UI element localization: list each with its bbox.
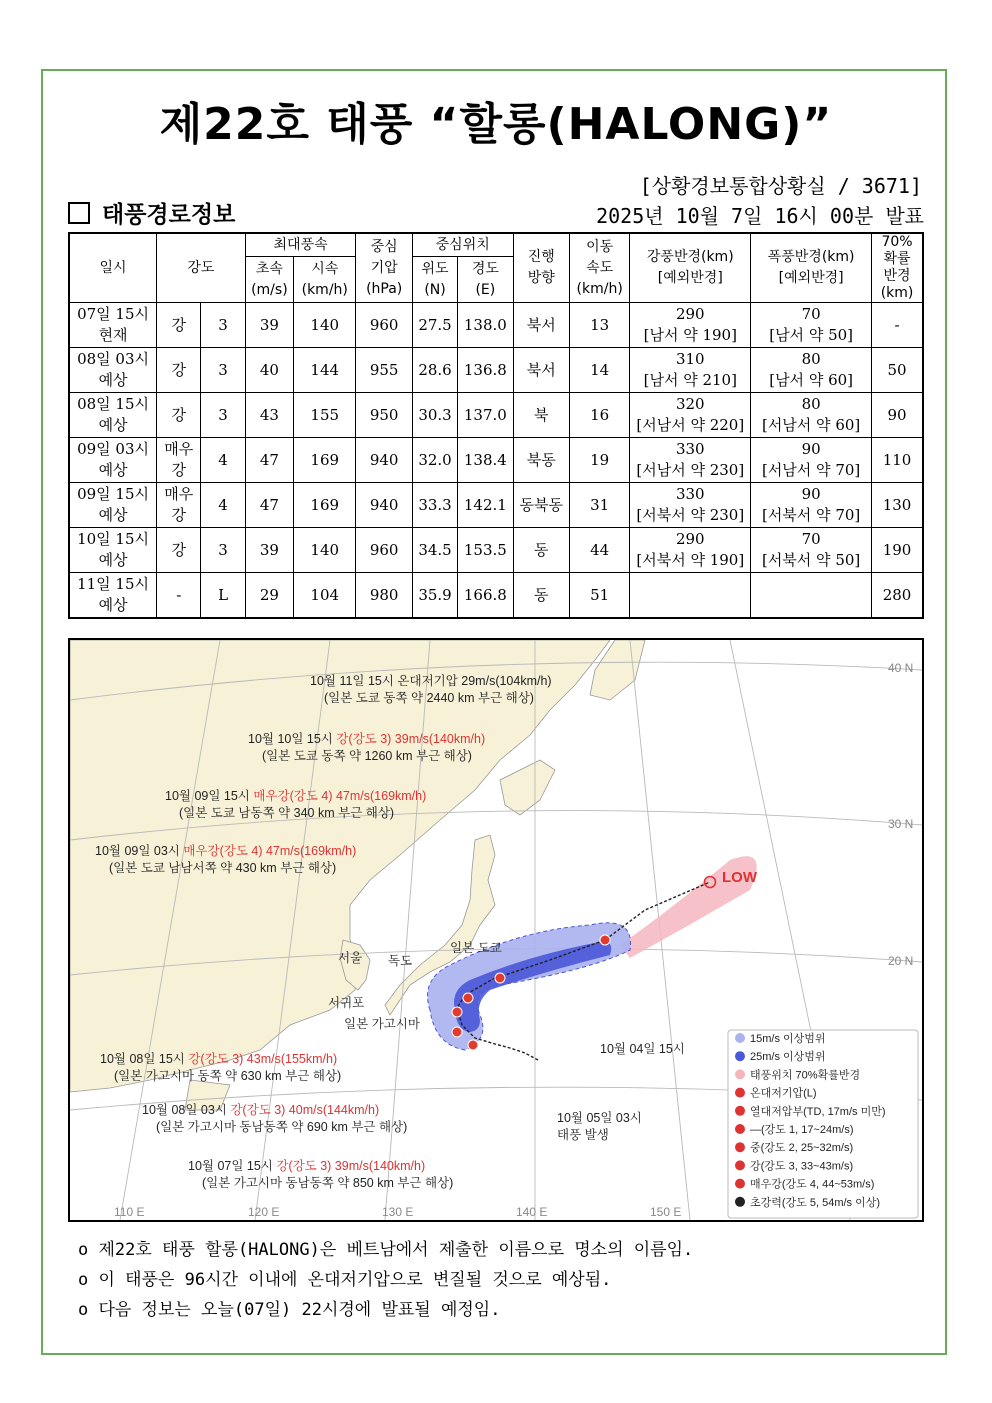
header-time: 일시 bbox=[69, 233, 157, 303]
annotation-line1 bbox=[188, 1158, 425, 1173]
cell-time: 09일 03시 예상 bbox=[69, 438, 157, 483]
cell-hpa: 940 bbox=[356, 438, 412, 483]
legend-symbol-icon bbox=[735, 1160, 745, 1170]
header-intensity: 강도 bbox=[157, 233, 246, 303]
annotation-line1 bbox=[95, 843, 356, 858]
annotation-location: (일본 도쿄 남동쪽 약 340 km 부근 해상) bbox=[179, 806, 395, 820]
header-pressure: 중심 기압 (hPa) bbox=[356, 233, 412, 303]
lat-20: 20 N bbox=[888, 954, 914, 968]
cell-storm: 290 [남서 약 190] bbox=[630, 303, 751, 348]
lon-130: 130 E bbox=[382, 1205, 414, 1219]
header-speed: 이동 속도 (km/h) bbox=[569, 233, 629, 303]
cell-intensity: 강 bbox=[157, 393, 201, 438]
cell-prob: 90 bbox=[872, 393, 923, 438]
cell-storm: 290 [서북서 약 190] bbox=[630, 528, 751, 573]
cell-intensity: 강 bbox=[157, 528, 201, 573]
annotation-intensity: 강(강도 3) 43m/s(155km/h) bbox=[188, 1052, 338, 1066]
annotation-intensity: 매우강(강도 4) 47m/s(169km/h) bbox=[253, 789, 427, 803]
position-10-08-15 bbox=[452, 1007, 462, 1017]
annotation-time: 10월 10일 15시 bbox=[248, 732, 337, 746]
cell-kmh: 155 bbox=[294, 393, 356, 438]
legend-symbol-icon bbox=[735, 1106, 745, 1116]
cell-gale: 90 [서북서 약 70] bbox=[751, 483, 872, 528]
cell-ms: 47 bbox=[245, 483, 293, 528]
legend-symbol-icon bbox=[735, 1124, 745, 1134]
annotation-line1 bbox=[310, 673, 552, 688]
legend-symbol-icon bbox=[735, 1142, 745, 1152]
cell-intensity: 매우 강 bbox=[157, 483, 201, 528]
cell-grade: 4 bbox=[201, 483, 245, 528]
annotation-location: (일본 가고시마 동쪽 약 630 km 부근 해상) bbox=[114, 1069, 342, 1083]
table-row bbox=[69, 528, 923, 573]
issuing-office: [상황경보통합상황실 / 3671] bbox=[639, 174, 922, 198]
cell-intensity: 매우 강 bbox=[157, 438, 201, 483]
cell-speed: 19 bbox=[569, 438, 629, 483]
lon-150: 150 E bbox=[650, 1205, 682, 1219]
table-row bbox=[69, 573, 923, 619]
typhoon-track-map bbox=[68, 638, 924, 1222]
cell-lon: 136.8 bbox=[458, 348, 513, 393]
cell-gale: 80 [남서 약 60] bbox=[751, 348, 872, 393]
annotation-location: (일본 가고시마 동남동쪽 약 850 km 부근 해상) bbox=[202, 1176, 454, 1190]
place-seoul: 서울 bbox=[338, 951, 363, 965]
cell-grade: 3 bbox=[201, 348, 245, 393]
legend-symbol-icon bbox=[735, 1179, 745, 1189]
legend-item: 온대저기압(L) bbox=[750, 1087, 817, 1100]
annotation-intensity: 매우강(강도 4) 47m/s(169km/h) bbox=[183, 844, 357, 858]
cell-lat: 30.3 bbox=[412, 393, 457, 438]
cell-grade: L bbox=[201, 573, 245, 619]
typhoon-track-table bbox=[68, 232, 924, 619]
cell-kmh: 169 bbox=[294, 483, 356, 528]
header-prob70: 70% 확률 반경 (km) bbox=[872, 233, 923, 303]
cell-speed: 14 bbox=[569, 348, 629, 393]
cell-lat: 35.9 bbox=[412, 573, 457, 619]
cell-lat: 27.5 bbox=[412, 303, 457, 348]
cell-kmh: 169 bbox=[294, 438, 356, 483]
cell-ms: 40 bbox=[245, 348, 293, 393]
low-label: LOW bbox=[722, 869, 757, 886]
cell-ms: 29 bbox=[245, 573, 293, 619]
start-label: 10월 04일 15시 bbox=[600, 1042, 685, 1056]
cell-kmh: 140 bbox=[294, 528, 356, 573]
annotation-location: (일본 도쿄 동쪽 약 2440 km 부근 해상) bbox=[324, 691, 534, 705]
cell-grade: 3 bbox=[201, 393, 245, 438]
annotation-location: (일본 가고시마 동남동쪽 약 690 km 부근 해상) bbox=[156, 1120, 408, 1134]
place-seogwipo: 서귀포 bbox=[328, 996, 365, 1010]
annotation-intensity: 강(강도 3) 39m/s(140km/h) bbox=[336, 732, 486, 746]
checkbox-square-icon bbox=[68, 202, 90, 224]
note-3: o 다음 정보는 오늘(07일) 22시경에 발표될 예정임. bbox=[78, 1300, 501, 1320]
header-lon: 경도 (E) bbox=[458, 257, 513, 303]
genesis-line2: 태풍 발생 bbox=[557, 1128, 609, 1142]
annotation-intensity: 강(강도 3) 40m/s(144km/h) bbox=[230, 1103, 380, 1117]
cell-lon: 153.5 bbox=[458, 528, 513, 573]
cell-hpa: 960 bbox=[356, 528, 412, 573]
cell-gale: 70 [남서 약 50] bbox=[751, 303, 872, 348]
cell-speed: 16 bbox=[569, 393, 629, 438]
position-10-08-03 bbox=[468, 1040, 478, 1050]
section-heading bbox=[68, 196, 235, 229]
note-2: o 이 태풍은 96시간 이내에 온대저기압으로 변질될 것으로 예상됨. bbox=[78, 1270, 612, 1290]
cell-hpa: 960 bbox=[356, 303, 412, 348]
table-row bbox=[69, 483, 923, 528]
header-max-wind: 최대풍속 bbox=[245, 233, 356, 257]
issue-time: 2025년 10월 7일 16시 00분 발표 bbox=[596, 204, 924, 228]
cell-lat: 33.3 bbox=[412, 483, 457, 528]
legend-symbol-icon bbox=[735, 1051, 745, 1061]
cell-kmh: 140 bbox=[294, 303, 356, 348]
cell-storm bbox=[630, 573, 751, 619]
cell-hpa: 940 bbox=[356, 483, 412, 528]
cell-intensity: - bbox=[157, 573, 201, 619]
annotation-line1 bbox=[100, 1051, 337, 1066]
cell-lat: 32.0 bbox=[412, 438, 457, 483]
cell-intensity: 강 bbox=[157, 303, 201, 348]
position-10-07-15 bbox=[452, 1027, 462, 1037]
lon-120: 120 E bbox=[248, 1205, 280, 1219]
header-wind-ms: 초속 (m/s) bbox=[245, 257, 293, 303]
legend-symbol-icon bbox=[735, 1069, 745, 1079]
genesis-line1: 10월 05일 03시 bbox=[557, 1111, 642, 1125]
cell-lat: 34.5 bbox=[412, 528, 457, 573]
annotation-time: 10월 08일 15시 bbox=[100, 1052, 189, 1066]
annotation-location: (일본 도쿄 남남서쪽 약 430 km 부근 해상) bbox=[109, 861, 337, 875]
cell-speed: 44 bbox=[569, 528, 629, 573]
header-lat: 위도 (N) bbox=[412, 257, 457, 303]
cell-kmh: 144 bbox=[294, 348, 356, 393]
position-10-09-15 bbox=[495, 973, 505, 983]
cell-time: 08일 15시 예상 bbox=[69, 393, 157, 438]
cell-storm: 330 [서남서 약 230] bbox=[630, 438, 751, 483]
cell-ms: 39 bbox=[245, 303, 293, 348]
cell-time: 10일 15시 예상 bbox=[69, 528, 157, 573]
cell-prob: 50 bbox=[872, 348, 923, 393]
cell-speed: 51 bbox=[569, 573, 629, 619]
legend-symbol-icon bbox=[735, 1197, 745, 1207]
cell-prob: 110 bbox=[872, 438, 923, 483]
table-row bbox=[69, 393, 923, 438]
cell-kmh: 104 bbox=[294, 573, 356, 619]
cell-gale: 80 [서남서 약 60] bbox=[751, 393, 872, 438]
cell-dir: 동북동 bbox=[513, 483, 569, 528]
cell-grade: 4 bbox=[201, 438, 245, 483]
cell-lat: 28.6 bbox=[412, 348, 457, 393]
cell-intensity: 강 bbox=[157, 348, 201, 393]
header-gale-radius: 폭풍반경(km) [예외반경] bbox=[751, 233, 872, 303]
legend-item: 강(강도 3, 33~43m/s) bbox=[750, 1160, 854, 1173]
annotation-line1 bbox=[248, 731, 485, 746]
cell-gale: 90 [서남서 약 70] bbox=[751, 438, 872, 483]
annotation-time: 10월 07일 15시 bbox=[188, 1159, 277, 1173]
cell-prob: 190 bbox=[872, 528, 923, 573]
cell-dir: 북서 bbox=[513, 348, 569, 393]
annotation-line1 bbox=[142, 1102, 379, 1117]
legend-item: 열대저압부(TD, 17m/s 미만) bbox=[750, 1105, 886, 1118]
lon-110: 110 E bbox=[114, 1205, 145, 1219]
lon-140: 140 E bbox=[516, 1205, 548, 1219]
annotation-time: 10월 08일 03시 bbox=[142, 1103, 231, 1117]
cell-prob: 130 bbox=[872, 483, 923, 528]
cell-lon: 166.8 bbox=[458, 573, 513, 619]
notes bbox=[78, 1235, 693, 1325]
place-tokyo: 일본 도쿄 bbox=[450, 941, 502, 955]
cell-time: 11일 15시 예상 bbox=[69, 573, 157, 619]
cell-dir: 동 bbox=[513, 528, 569, 573]
annotation-intensity: 강(강도 3) 39m/s(140km/h) bbox=[276, 1159, 426, 1173]
cell-dir: 동 bbox=[513, 573, 569, 619]
cell-prob: 280 bbox=[872, 573, 923, 619]
position-10-09-03 bbox=[463, 993, 473, 1003]
table-row bbox=[69, 438, 923, 483]
legend-item: 25m/s 이상범위 bbox=[750, 1051, 826, 1064]
legend-item: 태풍위치 70%확률반경 bbox=[750, 1069, 861, 1082]
annotation-time: 10월 09일 03시 bbox=[95, 844, 184, 858]
cell-hpa: 955 bbox=[356, 348, 412, 393]
cell-ms: 43 bbox=[245, 393, 293, 438]
lat-30: 30 N bbox=[888, 817, 914, 831]
cell-ms: 39 bbox=[245, 528, 293, 573]
note-1: o 제22호 태풍 할롱(HALONG)은 베트남에서 제출한 이름으로 명소의 이름임. bbox=[78, 1240, 694, 1260]
cell-dir: 북 bbox=[513, 393, 569, 438]
annotation-location: (일본 도쿄 동쪽 약 1260 km 부근 해상) bbox=[262, 749, 472, 763]
cell-lon: 138.4 bbox=[458, 438, 513, 483]
header-direction: 진행 방향 bbox=[513, 233, 569, 303]
annotation-line1 bbox=[165, 788, 426, 803]
cell-grade: 3 bbox=[201, 528, 245, 573]
section-title: 태풍경로정보 bbox=[102, 202, 236, 228]
cell-time: 07일 15시 현재 bbox=[69, 303, 157, 348]
cell-storm: 320 [서남서 약 220] bbox=[630, 393, 751, 438]
cell-hpa: 980 bbox=[356, 573, 412, 619]
position-10-10-15 bbox=[600, 935, 610, 945]
cell-prob: - bbox=[872, 303, 923, 348]
cell-speed: 13 bbox=[569, 303, 629, 348]
cell-speed: 31 bbox=[569, 483, 629, 528]
legend-item: —(강도 1, 17~24m/s) bbox=[750, 1124, 854, 1136]
cell-lon: 138.0 bbox=[458, 303, 513, 348]
table-row bbox=[69, 303, 923, 348]
legend-item: 15m/s 이상범위 bbox=[750, 1033, 826, 1045]
cell-lon: 142.1 bbox=[458, 483, 513, 528]
cell-gale: 70 [서북서 약 50] bbox=[751, 528, 872, 573]
annotation-time: 10월 11일 15시 온대저기압 29m/s(104km/h) bbox=[310, 674, 552, 688]
cell-lon: 137.0 bbox=[458, 393, 513, 438]
cell-grade: 3 bbox=[201, 303, 245, 348]
cell-hpa: 950 bbox=[356, 393, 412, 438]
cell-dir: 북서 bbox=[513, 303, 569, 348]
header-wind-kmh: 시속 (km/h) bbox=[294, 257, 356, 303]
legend-item: 초강력(강도 5, 54m/s 이상) bbox=[750, 1196, 881, 1209]
map-canvas bbox=[70, 640, 922, 1220]
map-legend bbox=[728, 1030, 918, 1218]
legend-symbol-icon bbox=[735, 1088, 745, 1098]
cell-dir: 북동 bbox=[513, 438, 569, 483]
legend-item: 중(강도 2, 25~32m/s) bbox=[750, 1142, 854, 1155]
cell-storm: 330 [서북서 약 230] bbox=[630, 483, 751, 528]
legend-symbol-icon bbox=[735, 1033, 745, 1043]
place-dokdo: 독도 bbox=[388, 954, 413, 968]
cell-ms: 47 bbox=[245, 438, 293, 483]
cell-time: 09일 15시 예상 bbox=[69, 483, 157, 528]
lat-40: 40 N bbox=[888, 661, 914, 675]
place-kagoshima: 일본 가고시마 bbox=[344, 1017, 420, 1031]
header-center: 중심위치 bbox=[412, 233, 513, 257]
cell-gale bbox=[751, 573, 872, 619]
legend-item: 매우강(강도 4, 44~53m/s) bbox=[750, 1178, 875, 1191]
table-row bbox=[69, 348, 923, 393]
page-title: 제22호 태풍 “할롱(HALONG)” bbox=[159, 99, 833, 150]
cell-storm: 310 [남서 약 210] bbox=[630, 348, 751, 393]
cell-time: 08일 03시 예상 bbox=[69, 348, 157, 393]
header-storm-radius: 강풍반경(km) [예외반경] bbox=[630, 233, 751, 303]
annotation-time: 10월 09일 15시 bbox=[165, 789, 254, 803]
